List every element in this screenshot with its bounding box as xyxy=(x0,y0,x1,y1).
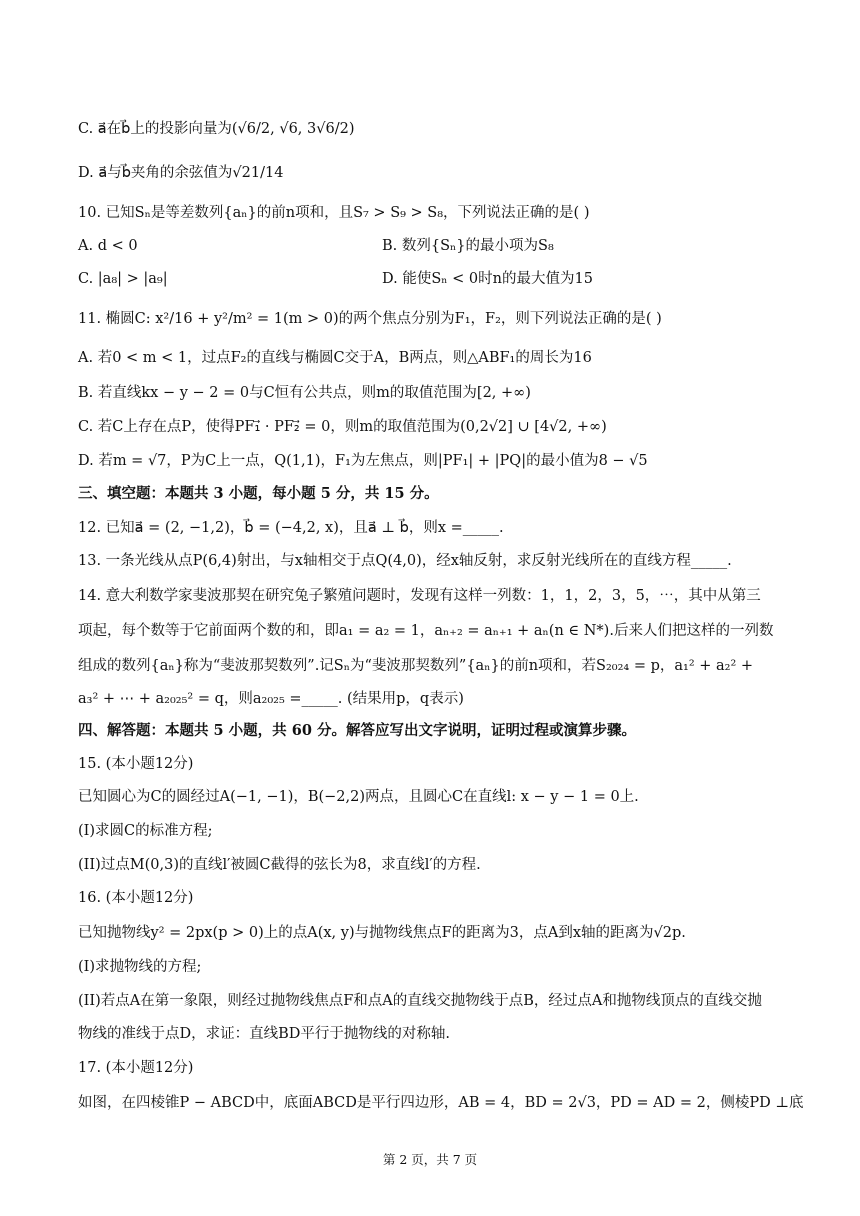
question-14-line2: 项起，每个数等于它前面两个数的和，即a₁ = a₂ = 1，aₙ₊₂ = aₙ₊₁ + aₙ(n ∈ N*).后来人们把这样的一列数 xyxy=(78,623,774,639)
question-12: 12. 已知a⃗ = (2, −1,2)，b⃗ = (−4,2, x)，且a⃗ ⊥ b⃗，则x =_____. xyxy=(78,520,504,536)
option-11d: D. 若m = √7，P为C上一点，Q(1,1)，F₁为左焦点，则|PF₁| + |PQ|的最小值为8 − √5 xyxy=(78,453,648,469)
question-15-part1: (I)求圆C的标准方程; xyxy=(78,823,213,839)
question-11: 11. 椭圆C: x²/16 + y²/m² = 1(m > 0)的两个焦点分别为F₁，F₂，则下列说法正确的是( ) xyxy=(78,311,662,327)
question-16-stem: 已知抛物线y² = 2px(p > 0)上的点A(x, y)与抛物线焦点F的距离为3，点A到x轴的距离为√2p. xyxy=(78,925,686,941)
question-16-header: 16. (本小题12分) xyxy=(78,890,194,906)
option-9d: D. a⃗与b⃗夹角的余弦值为√21/14 xyxy=(78,165,284,181)
question-16-part2-line2: 物线的准线于点D，求证：直线BD平行于抛物线的对称轴. xyxy=(78,1026,451,1042)
question-10: 10. 已知Sₙ是等差数列{aₙ}的前n项和，且S₇ > S₉ > S₈，下列说法正确的是( ) xyxy=(78,205,590,221)
question-15-part2: (II)过点M(0,3)的直线l′被圆C截得的弦长为8，求直线l′的方程. xyxy=(78,857,481,873)
question-13: 13. 一条光线从点P(6,4)射出，与x轴相交于点Q(4,0)，经x轴反射，求反射光线所在的直线方程_____. xyxy=(78,553,732,569)
page-footer: 第 2 页，共 7 页 xyxy=(382,1152,478,1167)
section-heading-fill: 三、填空题：本题共 3 小题，每小题 5 分，共 15 分。 xyxy=(78,485,439,502)
question-15-stem: 已知圆心为C的圆经过A(−1, −1)，B(−2,2)两点，且圆心C在直线l: x − y − 1 = 0上. xyxy=(78,789,639,805)
question-14-line1: 14. 意大利数学家斐波那契在研究兔子繁殖问题时，发现有这样一列数：1，1，2，3，5，⋯，其中从第三 xyxy=(78,588,761,604)
option-11b: B. 若直线kx − y − 2 = 0与C恒有公共点，则m的取值范围为[2, +∞) xyxy=(78,385,531,401)
question-16-part1: (I)求抛物线的方程; xyxy=(78,959,202,975)
question-17-header: 17. (本小题12分) xyxy=(78,1060,194,1076)
option-10b: B. 数列{Sₙ}的最小项为S₈ xyxy=(382,238,554,254)
section-heading-answer: 四、解答题：本题共 5 小题，共 60 分。解答应写出文字说明，证明过程或演算步骤。 xyxy=(78,722,636,739)
question-15-header: 15. (本小题12分) xyxy=(78,756,194,772)
option-10d: D. 能使Sₙ < 0时n的最大值为15 xyxy=(382,271,593,287)
option-10a: A. d < 0 xyxy=(78,238,138,254)
option-9c: C. a⃗在b⃗上的投影向量为(√6/2, √6, 3√6/2) xyxy=(78,121,355,137)
question-14-line3: 组成的数列{aₙ}称为“斐波那契数列”.记Sₙ为“斐波那契数列”{aₙ}的前n项和，若S₂₀₂₄ = p，a₁² + a₂² + xyxy=(78,658,754,674)
option-11c: C. 若C上存在点P，使得PF₁⃗ · PF₂⃗ = 0，则m的取值范围为(0,2√2] ∪ [4√2, +∞) xyxy=(78,419,607,435)
option-11a: A. 若0 < m < 1，过点F₂的直线与椭圆C交于A，B两点，则△ABF₁的周长为16 xyxy=(78,350,592,366)
option-10c: C. |a₈| > |a₉| xyxy=(78,271,168,287)
question-14-line4: a₃² + ⋯ + a₂₀₂₅² = q，则a₂₀₂₅ =_____. (结果用p，q表示) xyxy=(78,691,464,707)
question-16-part2-line1: (II)若点A在第一象限，则经过抛物线焦点F和点A的直线交抛物线于点B，经过点A和抛物线顶点的直线交抛 xyxy=(78,993,762,1009)
question-17-stem: 如图，在四棱锥P − ABCD中，底面ABCD是平行四边形，AB = 4，BD = 2√3，PD = AD = 2，侧棱PD ⊥底 xyxy=(78,1095,804,1111)
